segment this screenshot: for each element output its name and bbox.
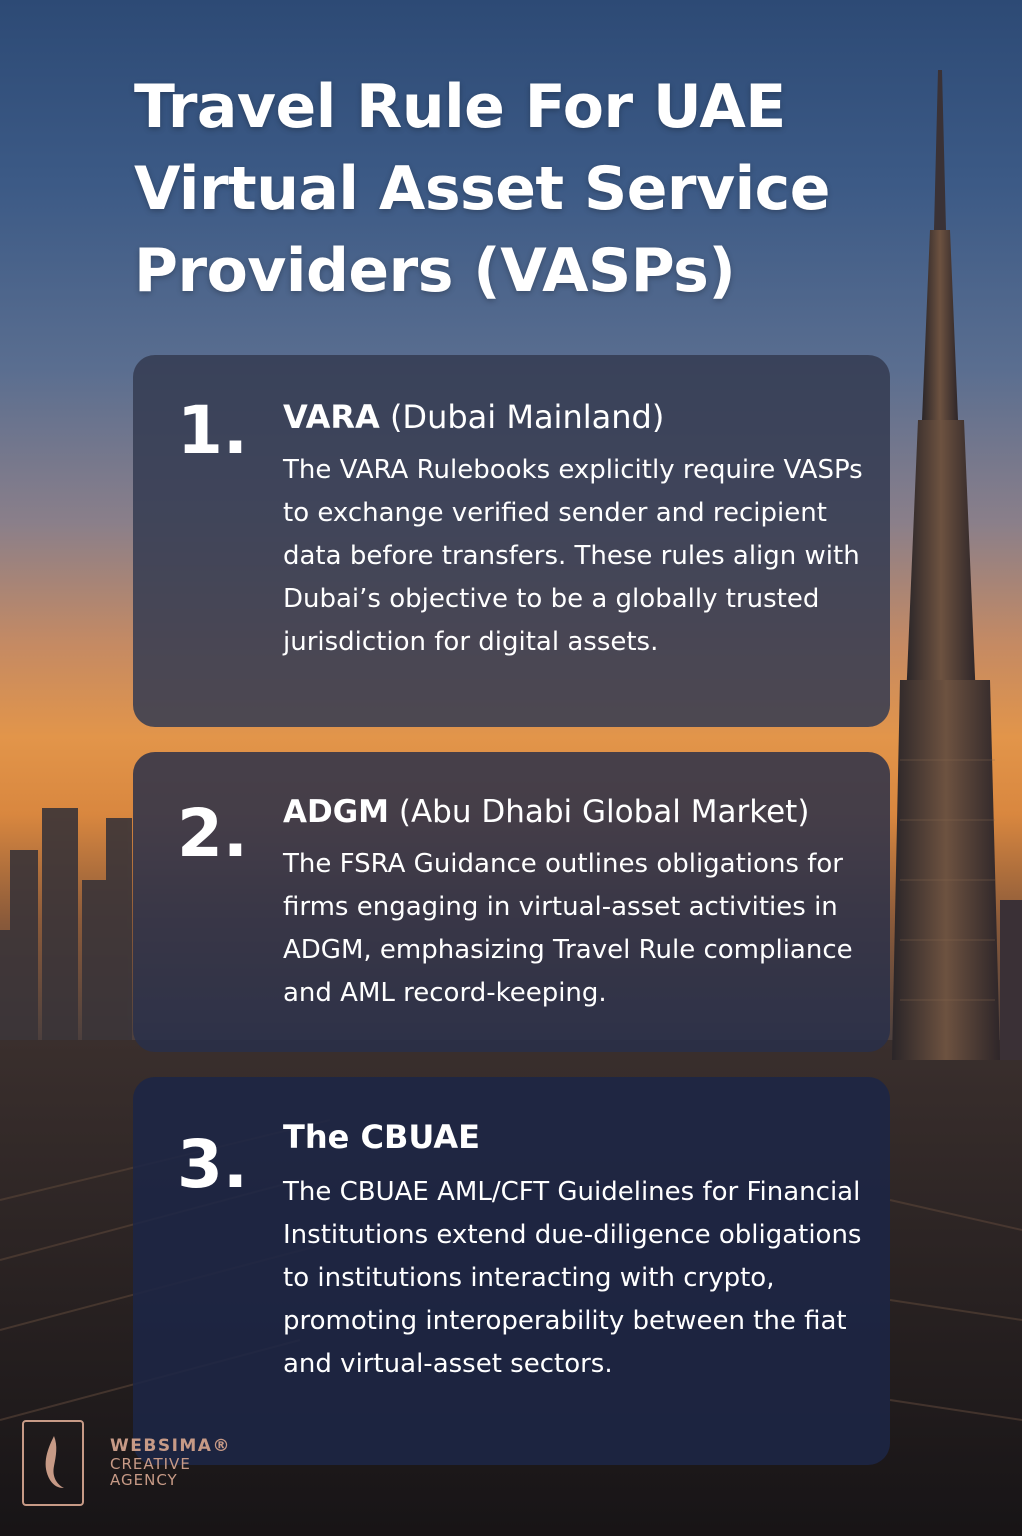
card-title: [283, 397, 664, 437]
card-body: The FSRA Guidance outlines obligations for firms engaging in virtual-asset activities in ADGM, emphasizing Travel Rule compliance and AML record-keeping.: [283, 849, 853, 1008]
card-title: [283, 1117, 480, 1157]
card-body: The VARA Rulebooks explicitly require VASPs to exchange verified sender and recipient data before transfers. These rules align with Dubai’s objective to be a globally trusted jurisdiction for digital assets.: [283, 455, 863, 657]
brand-line-creative: CREATIVE: [110, 1455, 191, 1473]
brand-name: WEBSIMA®: [110, 1436, 231, 1456]
title-line-2: Virtual Asset Service: [134, 154, 830, 224]
card-number: 1.: [177, 392, 248, 469]
card-title: [283, 792, 809, 832]
card-title-bold: ADGM: [283, 794, 390, 830]
card-title-rest: (Abu Dhabi Global Market): [389, 794, 810, 830]
card-adgm: [133, 752, 890, 1052]
title-line-3: Providers (VASPs): [134, 236, 736, 306]
brand-wordmark: [110, 1437, 231, 1488]
card-number: 2.: [177, 795, 248, 872]
card-body: The CBUAE AML/CFT Guidelines for Financial Institutions extend due-diligence obligations to institutions interacting with crypto, promoting interoperability between the fiat and virtual-asset sectors.: [283, 1177, 862, 1379]
card-title-bold: VARA: [283, 398, 380, 436]
title-line-1: Travel Rule For UAE: [134, 72, 786, 142]
card-cbuae: [133, 1077, 890, 1465]
card-title-bold: The CBUAE: [283, 1118, 480, 1156]
card-number: 3.: [177, 1126, 248, 1203]
card-vara: [133, 355, 890, 727]
card-title-rest: (Dubai Mainland): [379, 398, 665, 436]
brand-line-agency: AGENCY: [110, 1471, 178, 1489]
page-title: [134, 66, 874, 312]
websima-logo-icon: [22, 1420, 84, 1506]
